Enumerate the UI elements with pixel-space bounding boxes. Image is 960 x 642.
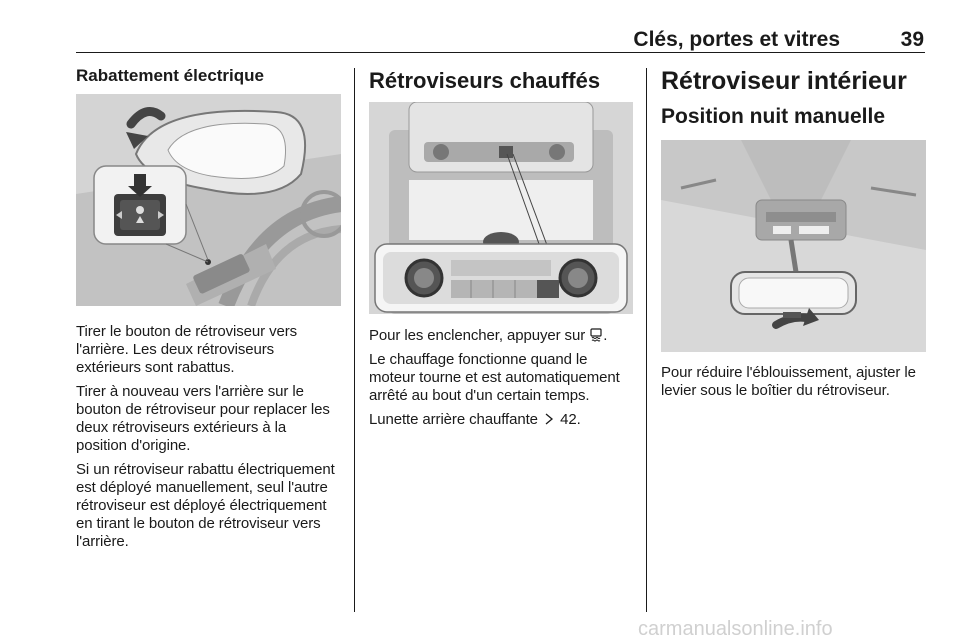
reference-page[interactable]: 42. [560, 411, 581, 428]
subheading-night-position: Position nuit manuelle [661, 105, 886, 128]
column-folding-mirrors [76, 66, 341, 557]
paragraph: Le chauffage fonctionne quand le moteur tourne et est automatiquement arrêté au bout d'un certain temps. [369, 351, 620, 404]
column-divider-1 [354, 68, 355, 612]
column-divider-2 [646, 68, 647, 612]
watermark: carmanualsonline.info [638, 618, 833, 640]
page-reference-icon [542, 412, 556, 426]
section-heading-folding: Rabattement électrique [76, 66, 264, 85]
header-title: Clés, portes et vitres [633, 28, 840, 51]
section-heading-heated: Rétroviseurs chauffés [369, 68, 601, 93]
reference-label: Lunette arrière chauffante [369, 411, 538, 428]
paragraph [369, 327, 633, 345]
paragraph-end: . [603, 327, 608, 344]
column-interior-mirror [661, 66, 926, 406]
paragraph: Tirer le bouton de rétroviseur vers l'arrière. Les deux rétroviseurs extérieurs sont rabattus. [76, 323, 298, 376]
heated-mirror-icon [589, 328, 603, 342]
illustration-interior-mirror [661, 140, 926, 352]
paragraph: Si un rétroviseur rabattu électriquement est déployé manuellement, seul l'autre rétroviseur est déployé électriquement en tirant le bouton de rétroviseur vers l'arrière. [76, 461, 335, 550]
section-heading-interior: Rétroviseur intérieur [661, 67, 907, 95]
header-rule [76, 52, 925, 53]
column-heated-mirrors [369, 66, 633, 435]
paragraph-reference [369, 411, 633, 429]
illustration-mirror-folding [76, 94, 341, 306]
paragraph: Tirer à nouveau vers l'arrière sur le bouton de rétroviseur pour replacer les deux rétroviseurs extérieurs à la position d'origine. [76, 383, 330, 454]
paragraph: Pour réduire l'éblouissement, ajuster le levier sous le boîtier du rétroviseur. [661, 364, 916, 399]
paragraph-text: Pour les enclencher, appuyer sur [369, 327, 586, 344]
page-number: 39 [900, 28, 924, 51]
illustration-climate-panel [369, 102, 633, 314]
